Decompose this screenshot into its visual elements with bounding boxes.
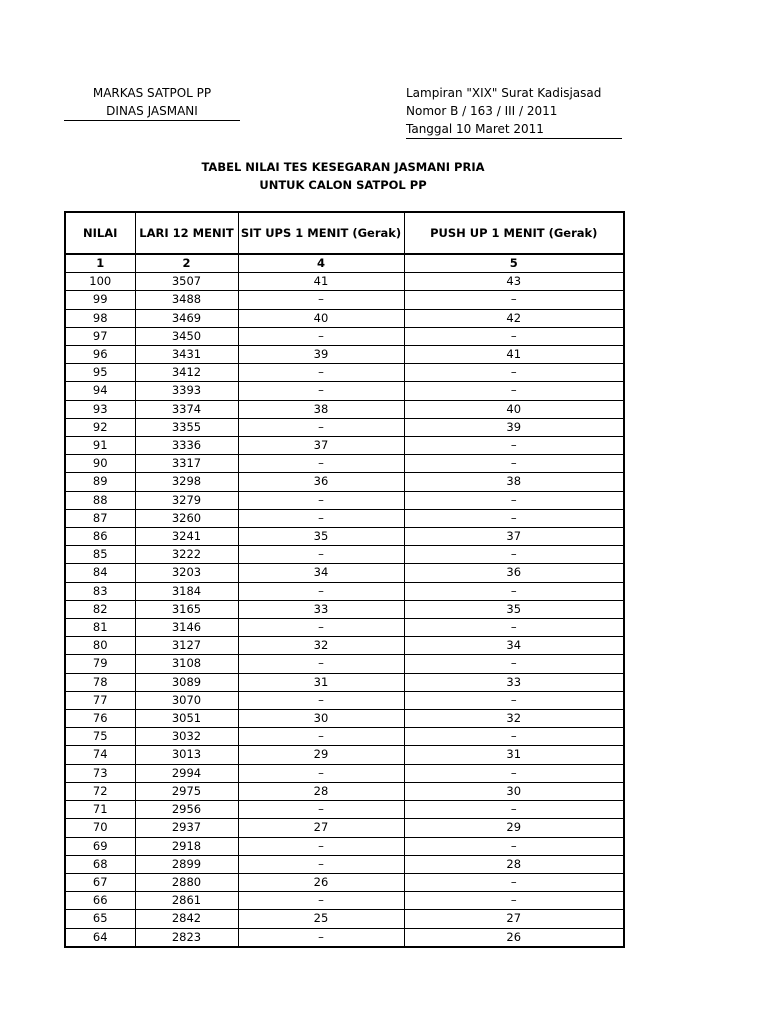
cell-situps: – (238, 382, 404, 400)
cell-nilai: 75 (65, 728, 135, 746)
column-number: 5 (404, 254, 624, 273)
cell-pushup: – (404, 691, 624, 709)
cell-pushup: – (404, 382, 624, 400)
cell-pushup: – (404, 364, 624, 382)
cell-situps: – (238, 455, 404, 473)
cell-nilai: 92 (65, 418, 135, 436)
table-row (65, 873, 624, 891)
cell-situps: – (238, 364, 404, 382)
cell-nilai: 90 (65, 455, 135, 473)
table-row (65, 491, 624, 509)
cell-nilai: 79 (65, 655, 135, 673)
table-row (65, 637, 624, 655)
cell-situps: – (238, 691, 404, 709)
cell-pushup: – (404, 509, 624, 527)
table-row (65, 455, 624, 473)
cell-situps: – (238, 291, 404, 309)
cell-nilai: 86 (65, 528, 135, 546)
cell-nilai: 85 (65, 546, 135, 564)
cell-lari: 3051 (135, 710, 238, 728)
cell-nilai: 64 (65, 928, 135, 947)
table-row (65, 782, 624, 800)
cell-pushup: 33 (404, 673, 624, 691)
cell-pushup: 32 (404, 710, 624, 728)
cell-situps: – (238, 491, 404, 509)
cell-lari: 3336 (135, 437, 238, 455)
cell-situps: 41 (238, 273, 404, 291)
cell-situps: – (238, 655, 404, 673)
cell-pushup: – (404, 327, 624, 345)
cell-lari: 3279 (135, 491, 238, 509)
table-row (65, 691, 624, 709)
cell-situps: 32 (238, 637, 404, 655)
cell-situps: 40 (238, 309, 404, 327)
table-row (65, 309, 624, 327)
table-row (65, 546, 624, 564)
cell-pushup: 36 (404, 564, 624, 582)
table-row (65, 346, 624, 364)
table-row (65, 764, 624, 782)
column-number: 1 (65, 254, 135, 273)
cell-nilai: 99 (65, 291, 135, 309)
table-row (65, 673, 624, 691)
column-header: PUSH UP 1 MENIT (Gerak) (404, 212, 624, 254)
cell-situps: 34 (238, 564, 404, 582)
cell-pushup: – (404, 546, 624, 564)
table-row (65, 291, 624, 309)
cell-lari: 2975 (135, 782, 238, 800)
column-number: 2 (135, 254, 238, 273)
cell-situps: 36 (238, 473, 404, 491)
cell-lari: 3507 (135, 273, 238, 291)
cell-pushup: – (404, 455, 624, 473)
cell-nilai: 95 (65, 364, 135, 382)
cell-situps: 31 (238, 673, 404, 691)
table-row (65, 619, 624, 637)
column-number-row (65, 254, 624, 273)
cell-lari: 3469 (135, 309, 238, 327)
cell-nilai: 91 (65, 437, 135, 455)
cell-lari: 3108 (135, 655, 238, 673)
table-row (65, 655, 624, 673)
cell-lari: 3089 (135, 673, 238, 691)
cell-nilai: 77 (65, 691, 135, 709)
table-row (65, 837, 624, 855)
cell-pushup: 34 (404, 637, 624, 655)
cell-situps: 33 (238, 600, 404, 618)
column-header: LARI 12 MENIT (135, 212, 238, 254)
cell-nilai: 94 (65, 382, 135, 400)
cell-nilai: 73 (65, 764, 135, 782)
cell-nilai: 78 (65, 673, 135, 691)
cell-lari: 2880 (135, 873, 238, 891)
cell-lari: 2937 (135, 819, 238, 837)
cell-lari: 2956 (135, 801, 238, 819)
cell-pushup: 37 (404, 528, 624, 546)
table-row (65, 710, 624, 728)
header-right-line1: Lampiran "XIX" Surat Kadisjasad (406, 86, 602, 100)
table-row (65, 382, 624, 400)
header-right-line2: Nomor B / 163 / III / 2011 (406, 104, 558, 118)
cell-pushup: 35 (404, 600, 624, 618)
cell-situps: – (238, 728, 404, 746)
cell-lari: 2842 (135, 910, 238, 928)
cell-nilai: 72 (65, 782, 135, 800)
cell-pushup: 27 (404, 910, 624, 928)
cell-lari: 3298 (135, 473, 238, 491)
cell-lari: 3374 (135, 400, 238, 418)
cell-nilai: 100 (65, 273, 135, 291)
table-row (65, 892, 624, 910)
cell-nilai: 89 (65, 473, 135, 491)
table-row (65, 928, 624, 947)
table-row (65, 910, 624, 928)
table-row (65, 273, 624, 291)
cell-lari: 3355 (135, 418, 238, 436)
cell-lari: 2823 (135, 928, 238, 947)
table-row (65, 801, 624, 819)
cell-lari: 3450 (135, 327, 238, 345)
cell-nilai: 69 (65, 837, 135, 855)
cell-situps: 26 (238, 873, 404, 891)
cell-lari: 2994 (135, 764, 238, 782)
cell-situps: – (238, 801, 404, 819)
cell-lari: 3222 (135, 546, 238, 564)
cell-lari: 3431 (135, 346, 238, 364)
cell-situps: – (238, 546, 404, 564)
cell-nilai: 98 (65, 309, 135, 327)
cell-pushup: – (404, 801, 624, 819)
table-row (65, 364, 624, 382)
cell-lari: 2918 (135, 837, 238, 855)
title-line1: TABEL NILAI TES KESEGARAN JASMANI PRIA (201, 160, 485, 174)
cell-situps: 30 (238, 710, 404, 728)
cell-nilai: 97 (65, 327, 135, 345)
cell-lari: 3241 (135, 528, 238, 546)
table-row (65, 819, 624, 837)
cell-nilai: 66 (65, 892, 135, 910)
cell-situps: – (238, 582, 404, 600)
cell-nilai: 76 (65, 710, 135, 728)
cell-situps: 27 (238, 819, 404, 837)
cell-pushup: 26 (404, 928, 624, 947)
cell-lari: 3184 (135, 582, 238, 600)
cell-pushup: – (404, 619, 624, 637)
cell-situps: – (238, 509, 404, 527)
cell-pushup: – (404, 491, 624, 509)
cell-situps: – (238, 855, 404, 873)
cell-nilai: 84 (65, 564, 135, 582)
table-row (65, 418, 624, 436)
cell-lari: 3146 (135, 619, 238, 637)
cell-situps: – (238, 619, 404, 637)
cell-situps: 29 (238, 746, 404, 764)
cell-pushup: 38 (404, 473, 624, 491)
cell-pushup: 43 (404, 273, 624, 291)
column-header: SIT UPS 1 MENIT (Gerak) (238, 212, 404, 254)
cell-lari: 3127 (135, 637, 238, 655)
cell-pushup: – (404, 291, 624, 309)
header-right-line3: Tanggal 10 Maret 2011 (406, 120, 622, 139)
cell-lari: 3013 (135, 746, 238, 764)
cell-pushup: 28 (404, 855, 624, 873)
cell-pushup: 30 (404, 782, 624, 800)
cell-pushup: 31 (404, 746, 624, 764)
header-row (65, 212, 624, 254)
table-row (65, 746, 624, 764)
cell-nilai: 71 (65, 801, 135, 819)
cell-situps: – (238, 928, 404, 947)
cell-nilai: 70 (65, 819, 135, 837)
table-row (65, 600, 624, 618)
cell-situps: – (238, 892, 404, 910)
cell-lari: 3203 (135, 564, 238, 582)
document-title (64, 158, 622, 194)
cell-pushup: – (404, 892, 624, 910)
cell-lari: 2899 (135, 855, 238, 873)
cell-situps: 28 (238, 782, 404, 800)
column-number: 4 (238, 254, 404, 273)
table-row (65, 327, 624, 345)
score-table (64, 211, 625, 948)
cell-situps: 38 (238, 400, 404, 418)
cell-lari: 3260 (135, 509, 238, 527)
cell-pushup: – (404, 728, 624, 746)
table-row (65, 509, 624, 527)
cell-lari: 3070 (135, 691, 238, 709)
cell-nilai: 67 (65, 873, 135, 891)
cell-pushup: – (404, 655, 624, 673)
table-row (65, 437, 624, 455)
table-row (65, 855, 624, 873)
header-left-line2: DINAS JASMANI (64, 102, 240, 121)
table-row (65, 473, 624, 491)
cell-nilai: 74 (65, 746, 135, 764)
cell-pushup: 40 (404, 400, 624, 418)
cell-situps: 37 (238, 437, 404, 455)
cell-pushup: 42 (404, 309, 624, 327)
cell-nilai: 87 (65, 509, 135, 527)
cell-lari: 3393 (135, 382, 238, 400)
cell-lari: 3165 (135, 600, 238, 618)
cell-lari: 3412 (135, 364, 238, 382)
header-right (406, 84, 622, 139)
cell-nilai: 96 (65, 346, 135, 364)
cell-lari: 3032 (135, 728, 238, 746)
cell-nilai: 68 (65, 855, 135, 873)
cell-pushup: 39 (404, 418, 624, 436)
cell-pushup: 41 (404, 346, 624, 364)
cell-pushup: – (404, 837, 624, 855)
cell-situps: 25 (238, 910, 404, 928)
cell-nilai: 93 (65, 400, 135, 418)
cell-pushup: 29 (404, 819, 624, 837)
cell-lari: 2861 (135, 892, 238, 910)
column-header: NILAI (65, 212, 135, 254)
title-line2: UNTUK CALON SATPOL PP (259, 178, 427, 192)
cell-lari: 3317 (135, 455, 238, 473)
cell-pushup: – (404, 437, 624, 455)
header-left (64, 84, 240, 121)
cell-situps: 35 (238, 528, 404, 546)
cell-lari: 3488 (135, 291, 238, 309)
cell-nilai: 82 (65, 600, 135, 618)
cell-nilai: 65 (65, 910, 135, 928)
table-row (65, 528, 624, 546)
cell-situps: – (238, 418, 404, 436)
cell-situps: – (238, 837, 404, 855)
cell-nilai: 88 (65, 491, 135, 509)
table-row (65, 400, 624, 418)
header-left-line1: MARKAS SATPOL PP (92, 86, 212, 100)
table-row (65, 564, 624, 582)
table-row (65, 582, 624, 600)
table-row (65, 728, 624, 746)
cell-pushup: – (404, 873, 624, 891)
cell-situps: – (238, 327, 404, 345)
cell-situps: – (238, 764, 404, 782)
cell-nilai: 83 (65, 582, 135, 600)
cell-pushup: – (404, 582, 624, 600)
cell-situps: 39 (238, 346, 404, 364)
cell-nilai: 81 (65, 619, 135, 637)
cell-nilai: 80 (65, 637, 135, 655)
cell-pushup: – (404, 764, 624, 782)
